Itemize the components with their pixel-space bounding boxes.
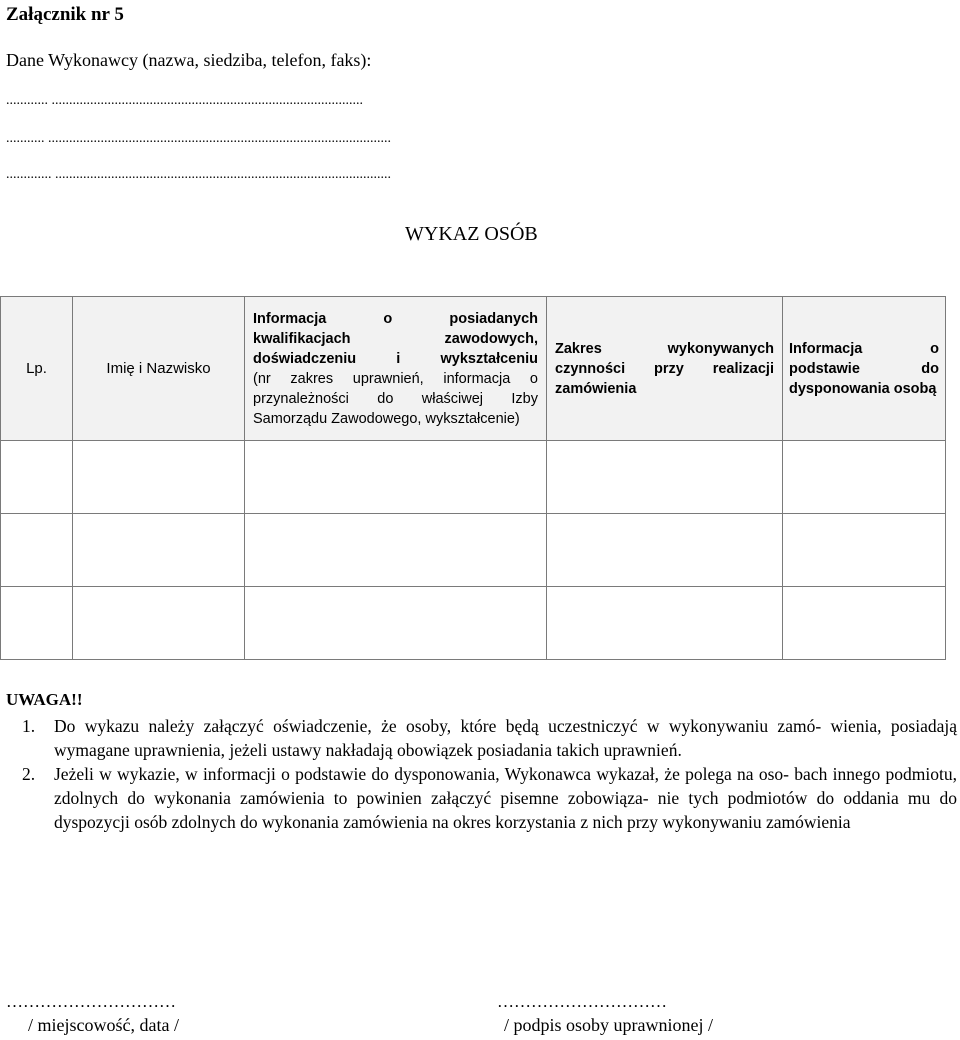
header-qualifications-line2: kwalifikacjach zawodowych, — [253, 330, 538, 347]
contractor-line-3[interactable]: ............. ................................................................................................ — [6, 167, 391, 182]
attachment-title: Załącznik nr 5 — [6, 4, 124, 25]
cell-qualifications[interactable] — [245, 587, 547, 660]
cell-name[interactable] — [73, 514, 245, 587]
header-name: Imię i Nazwisko — [73, 297, 245, 441]
cell-scope[interactable] — [547, 514, 783, 587]
note-item-2 — [22, 762, 957, 834]
persons-table — [0, 296, 946, 660]
cell-name[interactable] — [73, 441, 245, 514]
table-row — [1, 441, 946, 514]
contractor-line-2[interactable]: ........... .................................................................................................. — [6, 131, 391, 146]
cell-qualifications[interactable] — [245, 514, 547, 587]
contractor-label: Dane Wykonawcy (nazwa, siedziba, telefon, faks): — [6, 50, 372, 70]
header-basis: Informacja o podstawie do dysponowania osobą — [783, 297, 946, 441]
cell-basis[interactable] — [783, 514, 946, 587]
warning-notes — [22, 714, 957, 834]
table-header-row — [1, 297, 946, 441]
table-row — [1, 587, 946, 660]
header-qualifications — [245, 297, 547, 441]
header-lp: Lp. — [1, 297, 73, 441]
note-number: 2. — [22, 764, 36, 784]
cell-name[interactable] — [73, 587, 245, 660]
header-qualifications-line1: Informacja o posiadanych — [253, 310, 538, 327]
signature-label: / podpis osoby uprawnionej / — [504, 1015, 713, 1035]
header-scope: Zakres wykonywanych czynności przy realizacji zamówienia — [547, 297, 783, 441]
cell-lp[interactable] — [1, 587, 73, 660]
note-item-1 — [22, 714, 957, 762]
note-text: Jeżeli w wykazie, w informacji o podstawie do dysponowania, Wykonawca wykazał, że polega na oso- bach innego podmiotu, zdolnych do wykonania zamówienia to powinien załączyć pisemne zobowiąza- nie tych podmiotów do oddania mu do dyspozycji osób zdolnych do wykonania zamówienia na okres korzystania z nich przy wykonywaniu zamówienia — [54, 764, 957, 832]
cell-basis[interactable] — [783, 441, 946, 514]
place-date-line[interactable]: ………………………… — [6, 992, 176, 1011]
cell-scope[interactable] — [547, 587, 783, 660]
cell-qualifications[interactable] — [245, 441, 547, 514]
cell-basis[interactable] — [783, 587, 946, 660]
note-number: 1. — [22, 716, 36, 736]
place-date-label: / miejscowość, data / — [28, 1015, 179, 1035]
note-text: Do wykazu należy załączyć oświadczenie, że osoby, które będą uczestniczyć w wykonywaniu zamó- wienia, posiadają wymagane uprawnienia, jeżeli ustawy nakładają obowiązek posiadania takich uprawnień. — [54, 716, 957, 760]
signature-line[interactable]: ………………………… — [497, 992, 667, 1011]
contractor-line-1[interactable]: ............ ......................................................................................... — [6, 93, 363, 108]
header-qualifications-detail: (nr zakres uprawnień, informacja o przynależności do właściwej Izby Samorządu Zawodowego, wykształcenie) — [253, 370, 538, 427]
header-qualifications-line3: doświadczeniu i wykształceniu — [253, 350, 538, 367]
table-row — [1, 514, 946, 587]
warning-label: UWAGA!! — [6, 690, 83, 709]
document-title: WYKAZ OSÓB — [405, 223, 538, 245]
cell-lp[interactable] — [1, 514, 73, 587]
cell-scope[interactable] — [547, 441, 783, 514]
cell-lp[interactable] — [1, 441, 73, 514]
